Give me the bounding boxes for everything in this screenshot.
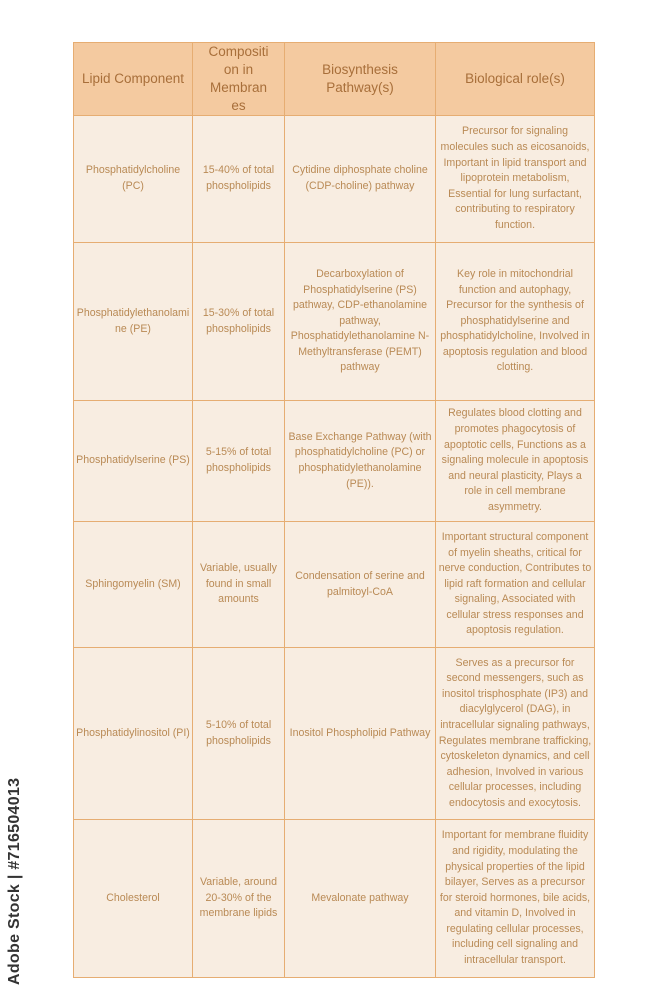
cell-lipid-component: Phosphatidylcholine (PC) (74, 116, 193, 243)
cell-composition: 5-10% of total phospholipids (193, 648, 285, 820)
cell-biosynthesis-pathway: Inositol Phospholipid Pathway (285, 648, 436, 820)
cell-biosynthesis-pathway: Mevalonate pathway (285, 820, 436, 978)
cell-biosynthesis-pathway: Condensation of serine and palmitoyl-CoA (285, 522, 436, 648)
table-row (74, 116, 595, 243)
table-row (74, 820, 595, 978)
header-composition: Composition in Membranes (193, 43, 285, 116)
cell-biosynthesis-pathway: Base Exchange Pathway (with phosphatidylcholine (PC) or phosphatidylethanolamine (PE)). (285, 401, 436, 522)
table-row (74, 648, 595, 820)
cell-biological-role: Important for membrane fluidity and rigidity, modulating the physical properties of the lipid bilayer, Serves as a precursor for steroid hormones, bile acids, and vitamin D, Involved in regulating cellular processes, including cell signaling and intracellular transport. (436, 820, 595, 978)
cell-biological-role: Precursor for signaling molecules such as eicosanoids, Important in lipid transport and lipoprotein metabolism, Essential for lung surfactant, contributing to respiratory function. (436, 116, 595, 243)
table-row (74, 243, 595, 401)
header-biosynthesis: Biosynthesis Pathway(s) (285, 43, 436, 116)
cell-composition: 5-15% of total phospholipids (193, 401, 285, 522)
cell-lipid-component: Cholesterol (74, 820, 193, 978)
cell-biosynthesis-pathway: Decarboxylation of Phosphatidylserine (PS) pathway, CDP-ethanolamine pathway, Phosphatidylethanolamine N-Methyltransferase (PEMT) pathway (285, 243, 436, 401)
cell-composition: 15-40% of total phospholipids (193, 116, 285, 243)
cell-lipid-component: Phosphatidylinositol (PI) (74, 648, 193, 820)
cell-biological-role: Serves as a precursor for second messengers, such as inositol trisphosphate (IP3) and diacylglycerol (DAG), in intracellular signaling pathways, Regulates membrane trafficking, cytoskeleton dynamics, and cell adhesion, Involved in various cellular processes, including endocytosis and exocytosis. (436, 648, 595, 820)
header-row (74, 43, 595, 116)
cell-composition: 15-30% of total phospholipids (193, 243, 285, 401)
header-biological-role: Biological role(s) (436, 43, 595, 116)
lipid-table (73, 42, 595, 978)
cell-composition: Variable, around 20-30% of the membrane lipids (193, 820, 285, 978)
cell-composition: Variable, usually found in small amounts (193, 522, 285, 648)
cell-lipid-component: Phosphatidylserine (PS) (74, 401, 193, 522)
cell-biological-role: Regulates blood clotting and promotes phagocytosis of apoptotic cells, Functions as a signaling molecule in apoptosis and neural plasticity, Plays a role in cell membrane asymmetry. (436, 401, 595, 522)
watermark: Adobe Stock | #716504013 (6, 777, 23, 985)
cell-biological-role: Important structural component of myelin sheaths, critical for nerve conduction, Contributes to lipid raft formation and cellular signaling, Associated with cellular stress responses and apoptosis regulation. (436, 522, 595, 648)
header-lipid-component: Lipid Component (74, 43, 193, 116)
table-row (74, 401, 595, 522)
table-row (74, 522, 595, 648)
cell-biological-role: Key role in mitochondrial function and autophagy, Precursor for the synthesis of phosphatidylserine and phosphatidylcholine, Involved in apoptosis regulation and blood clotting. (436, 243, 595, 401)
cell-lipid-component: Phosphatidylethanolamine (PE) (74, 243, 193, 401)
cell-lipid-component: Sphingomyelin (SM) (74, 522, 193, 648)
cell-biosynthesis-pathway: Cytidine diphosphate choline (CDP-choline) pathway (285, 116, 436, 243)
